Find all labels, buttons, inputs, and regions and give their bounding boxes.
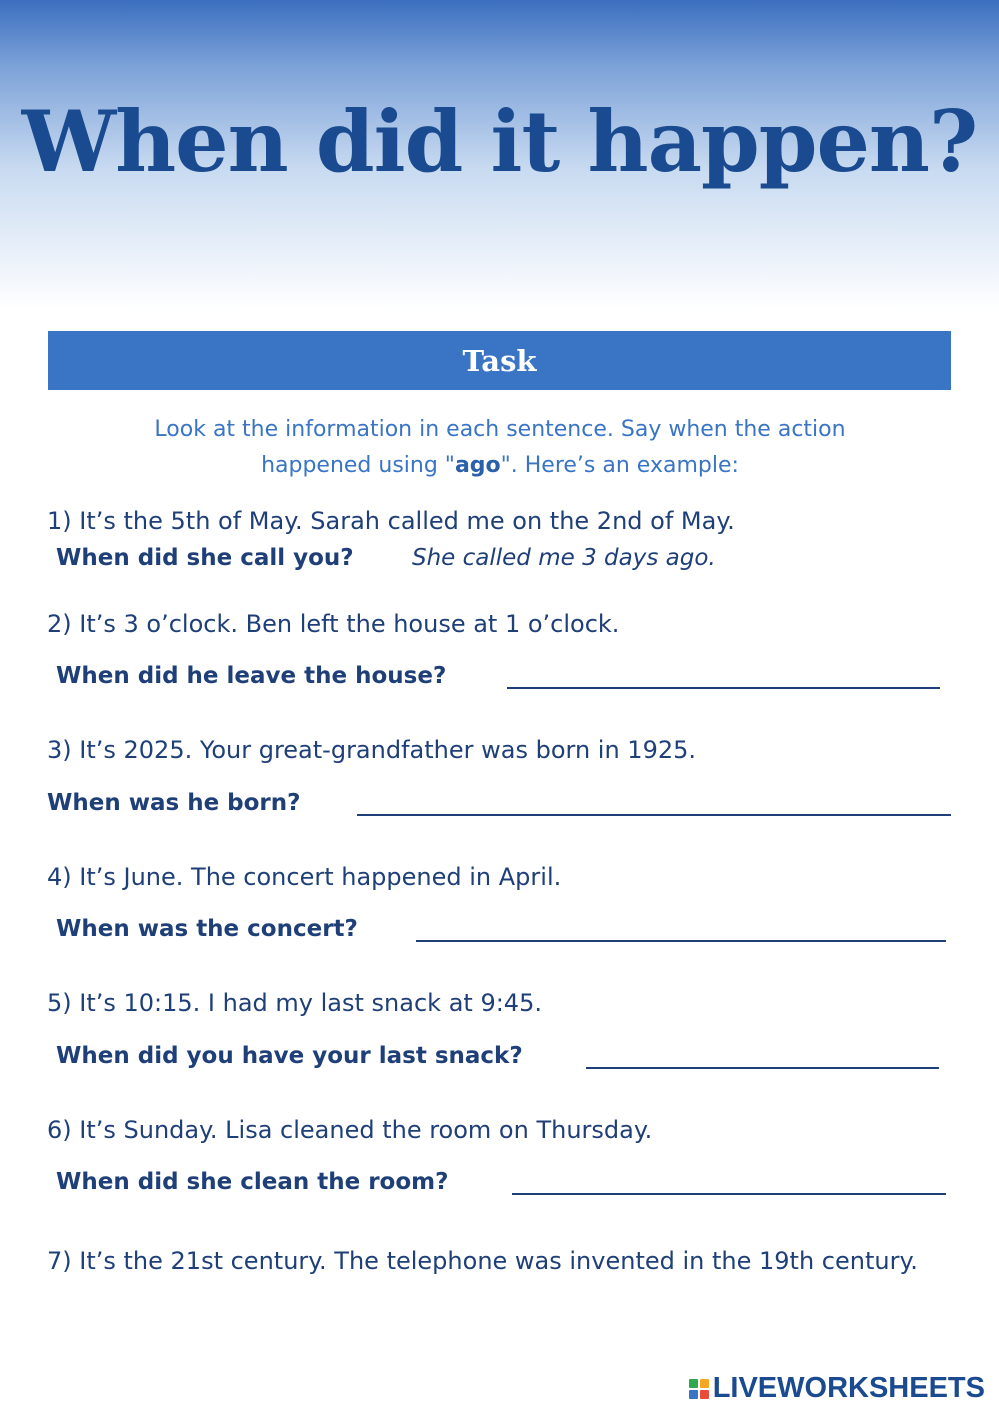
question-5-ask: When did you have your last snack? xyxy=(56,1043,523,1069)
question-1-example-answer: She called me 3 days ago. xyxy=(412,545,716,571)
question-4-text: 4) It’s June. The concert happened in April. xyxy=(47,863,562,891)
question-1-text: 1) It’s the 5th of May. Sarah called me on the 2nd of May. xyxy=(47,507,735,535)
instructions-line-2 xyxy=(60,448,940,484)
question-5-text: 5) It’s 10:15. I had my last snack at 9:45. xyxy=(47,989,542,1017)
question-3-ask: When was he born? xyxy=(47,790,301,816)
task-banner xyxy=(48,331,951,390)
liveworksheets-logo-icon xyxy=(689,1379,709,1399)
question-2-ask: When did he leave the house? xyxy=(56,663,447,689)
logo-square-red xyxy=(700,1390,709,1399)
question-6-text: 6) It’s Sunday. Lisa cleaned the room on Thursday. xyxy=(47,1116,653,1144)
logo-square-orange xyxy=(700,1379,709,1388)
task-label: Task xyxy=(462,343,537,378)
question-7-text: 7) It’s the 21st century. The telephone was invented in the 19th century. xyxy=(47,1247,918,1275)
question-1-ask: When did she call you? xyxy=(56,545,354,571)
question-5-answer-line[interactable] xyxy=(586,1067,939,1069)
question-2-answer-line[interactable] xyxy=(507,687,940,689)
instructions xyxy=(60,412,940,484)
liveworksheets-brand[interactable] xyxy=(689,1372,985,1405)
question-3-text: 3) It’s 2025. Your great-grandfather was born in 1925. xyxy=(47,736,697,764)
instructions-text: happened using " xyxy=(261,453,455,478)
question-4-ask: When was the concert? xyxy=(56,916,358,942)
question-2-text: 2) It’s 3 o’clock. Ben left the house at 1 o’clock. xyxy=(47,610,620,638)
question-4-answer-line[interactable] xyxy=(416,940,946,942)
page-title: When did it happen? xyxy=(21,92,978,191)
question-6-ask: When did she clean the room? xyxy=(56,1169,449,1195)
instructions-line-1: Look at the information in each sentence. Say when the action xyxy=(154,417,846,442)
logo-square-blue xyxy=(689,1390,698,1399)
keyword-ago: ago xyxy=(454,453,501,478)
question-3-answer-line[interactable] xyxy=(357,814,951,816)
question-6-answer-line[interactable] xyxy=(512,1193,946,1195)
brand-name: LIVEWORKSHEETS xyxy=(712,1372,985,1404)
logo-square-green xyxy=(689,1379,698,1388)
instructions-text: ". Here’s an example: xyxy=(500,453,739,478)
